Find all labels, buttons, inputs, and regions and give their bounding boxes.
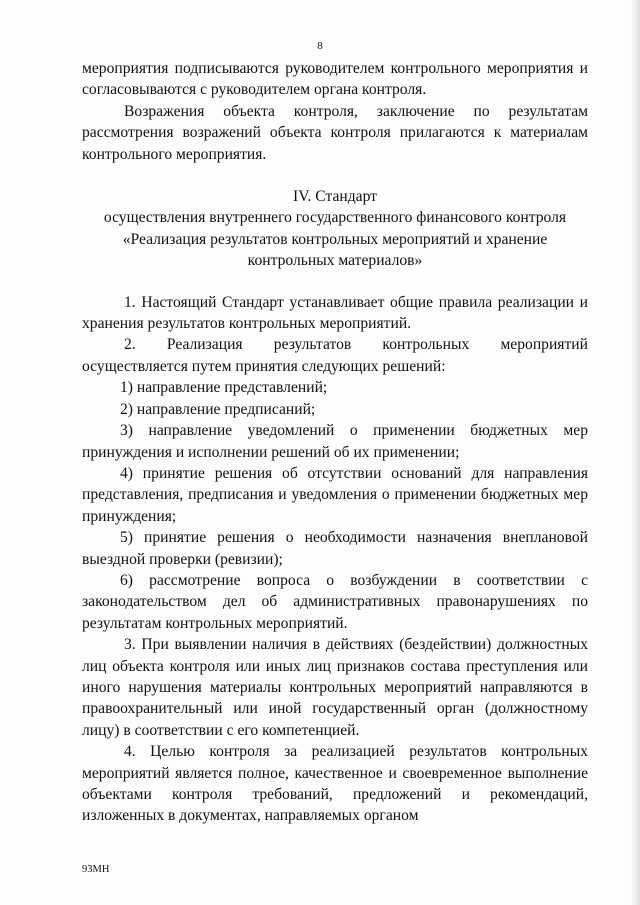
list-item-3: 3) направление уведомлений о применении бюджетных мер принуждения и исполнении решений об их применении;	[82, 422, 588, 461]
page-number: 8	[317, 40, 323, 52]
list-item-4: 4) принятие решения об отсутствии оснований для направления представления, предписания и уведомления о применении бюджетных мер принуждения;	[82, 464, 588, 525]
paragraph-3: 3. При выявлении наличия в действиях (бездействии) должностных лиц объекта контроля или иных лиц признаков состава преступления или иного нарушения материалы контрольных мероприятий направляются в правоохранительный или иной государственный орган (должностному лицу) в соответствии с его компетенцией.	[82, 636, 588, 739]
document-body	[82, 58, 588, 827]
intro-paragraph-continuation: мероприятия подписываются руководителем контрольного мероприятия и согласовываются с руководителем органа контроля.	[82, 60, 588, 99]
list-item-2: 2) направление предписаний;	[120, 400, 316, 418]
section-heading	[82, 186, 588, 272]
list-item-5: 5) принятие решения о необходимости назначения внеплановой выездной проверки (ревизии);	[82, 529, 588, 568]
scan-edge-shadow	[630, 0, 640, 905]
paragraph-4: 4. Целью контроля за реализацией результатов контрольных мероприятий является полное, качественное и своевременное выполнение объектами контроля требований, предложений и рекомендаций, изложенных в документах, направляемых органом	[82, 743, 588, 825]
paragraph-2: 2. Реализация результатов контрольных мероприятий осуществляется путем принятия следующих решений:	[82, 336, 588, 375]
section-title-line-1: осуществления внутреннего государственного финансового контроля	[103, 209, 567, 227]
section-title-line-2: «Реализация результатов контрольных мероприятий и хранение	[122, 230, 548, 248]
section-number: IV. Стандарт	[293, 188, 377, 206]
section-title-line-3: контрольных материалов»	[247, 252, 423, 270]
footer-code: 93МН	[82, 864, 110, 875]
list-item-1: 1) направление представлений;	[120, 379, 328, 397]
paragraph-1: 1. Настоящий Стандарт устанавливает общие правила реализации и хранения результатов контрольных мероприятий.	[82, 293, 588, 333]
list-item-6: 6) рассмотрение вопроса о возбуждении в соответствии с законодательством дел об административных правонарушениях по результатам контрольных мероприятий.	[82, 571, 588, 632]
intro-paragraph-objections: Возражения объекта контроля, заключение по результатам рассмотрения возражений объекта контроля прилагаются к материалам контрольного мероприятия.	[82, 102, 588, 163]
